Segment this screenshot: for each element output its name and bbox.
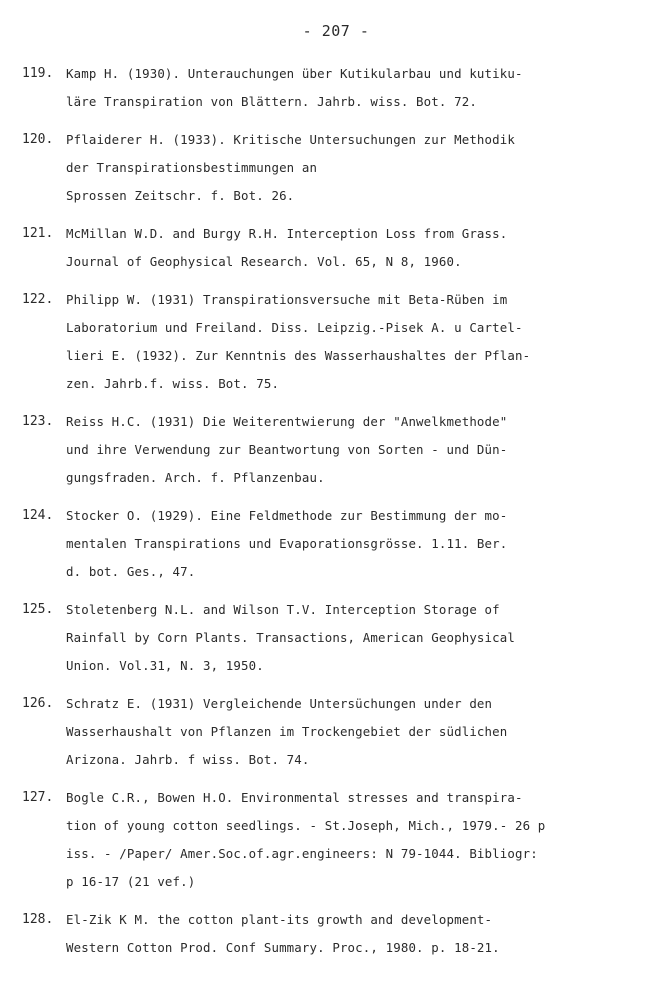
reference-item: [22, 408, 652, 492]
reference-item: [22, 502, 652, 586]
reference-number: 119.: [22, 66, 54, 81]
reference-line: zen. Jahrb.f. wiss. Bot. 75.: [66, 376, 280, 391]
reference-line: gungsfraden. Arch. f. Pflanzenbau.: [66, 470, 325, 485]
reference-text: [66, 60, 652, 116]
reference-item: [22, 126, 652, 210]
reference-number: 124.: [22, 508, 54, 523]
reference-line: Pflaiderer H. (1933). Kritische Untersuchungen zur Methodik: [66, 132, 515, 147]
reference-line: Sprossen Zeitschr. f. Bot. 26.: [66, 188, 295, 203]
reference-line: Stocker O. (1929). Eine Feldmethode zur Bestimmung der mo-: [66, 508, 508, 523]
reference-line: McMillan W.D. and Burgy R.H. Interception Loss from Grass.: [66, 226, 508, 241]
reference-line: Bogle C.R., Bowen H.O. Environmental stresses and transpira-: [66, 790, 523, 805]
reference-line: Union. Vol.31, N. 3, 1950.: [66, 658, 264, 673]
reference-line: d. bot. Ges., 47.: [66, 564, 196, 579]
reference-line: Arizona. Jahrb. f wiss. Bot. 74.: [66, 752, 310, 767]
reference-number: 126.: [22, 696, 54, 711]
reference-line: Journal of Geophysical Research. Vol. 65, N 8, 1960.: [66, 254, 462, 269]
reference-number: 125.: [22, 602, 54, 617]
reference-text: [66, 220, 652, 276]
reference-line: Reiss H.C. (1931) Die Weiterentwierung der "Anwelkmethode": [66, 414, 508, 429]
reference-line: Rainfall by Corn Plants. Transactions, American Geophysical: [66, 630, 515, 645]
reference-item: [22, 906, 652, 962]
reference-line: iss. - /Paper/ Amer.Soc.of.agr.engineers: N 79-1044. Bibliogr:: [66, 846, 538, 861]
reference-line: Kamp H. (1930). Unterauchungen über Kutikularbau und kutiku-: [66, 66, 523, 81]
reference-item: [22, 784, 652, 896]
reference-line: und ihre Verwendung zur Beantwortung von Sorten - und Dün-: [66, 442, 508, 457]
reference-number: 121.: [22, 226, 54, 241]
reference-line: tion of young cotton seedlings. - St.Joseph, Mich., 1979.- 26 p: [66, 818, 546, 833]
reference-line: Schratz E. (1931) Vergleichende Untersüchungen under den: [66, 696, 493, 711]
reference-text: [66, 408, 652, 492]
reference-line: Western Cotton Prod. Conf Summary. Proc., 1980. p. 18-21.: [66, 940, 500, 955]
reference-line: der Transpirationsbestimmungen an: [66, 160, 318, 175]
reference-item: [22, 220, 652, 276]
reference-item: [22, 596, 652, 680]
reference-line: Philipp W. (1931) Transpirationsversuche mit Beta-Rüben im: [66, 292, 508, 307]
reference-line: mentalen Transpirations und Evaporationsgrösse. 1.11. Ber.: [66, 536, 508, 551]
reference-line: Laboratorium und Freiland. Diss. Leipzig.-Pisek A. u Cartel-: [66, 320, 523, 335]
reference-number: 120.: [22, 132, 54, 147]
reference-line: Stoletenberg N.L. and Wilson T.V. Interception Storage of: [66, 602, 500, 617]
page-number: - 207 -: [302, 22, 370, 40]
reference-number: 128.: [22, 912, 54, 927]
reference-text: [66, 784, 652, 896]
reference-line: El-Zik K M. the cotton plant-its growth and development-: [66, 912, 493, 927]
reference-item: [22, 60, 652, 116]
reference-line: Wasserhaushalt von Pflanzen im Trockengebiet der südlichen: [66, 724, 508, 739]
reference-line: läre Transpiration von Blättern. Jahrb. wiss. Bot. 72.: [66, 94, 477, 109]
reference-line: lieri E. (1932). Zur Kenntnis des Wasserhaushaltes der Pflan-: [66, 348, 531, 363]
reference-text: [66, 690, 652, 774]
reference-number: 127.: [22, 790, 54, 805]
reference-text: [66, 906, 652, 962]
reference-text: [66, 286, 652, 398]
reference-item: [22, 690, 652, 774]
reference-item: [22, 286, 652, 398]
reference-text: [66, 126, 652, 210]
reference-list: [22, 60, 652, 972]
reference-number: 123.: [22, 414, 54, 429]
reference-text: [66, 596, 652, 680]
reference-number: 122.: [22, 292, 54, 307]
reference-text: [66, 502, 652, 586]
reference-line: p 16-17 (21 vef.): [66, 874, 196, 889]
